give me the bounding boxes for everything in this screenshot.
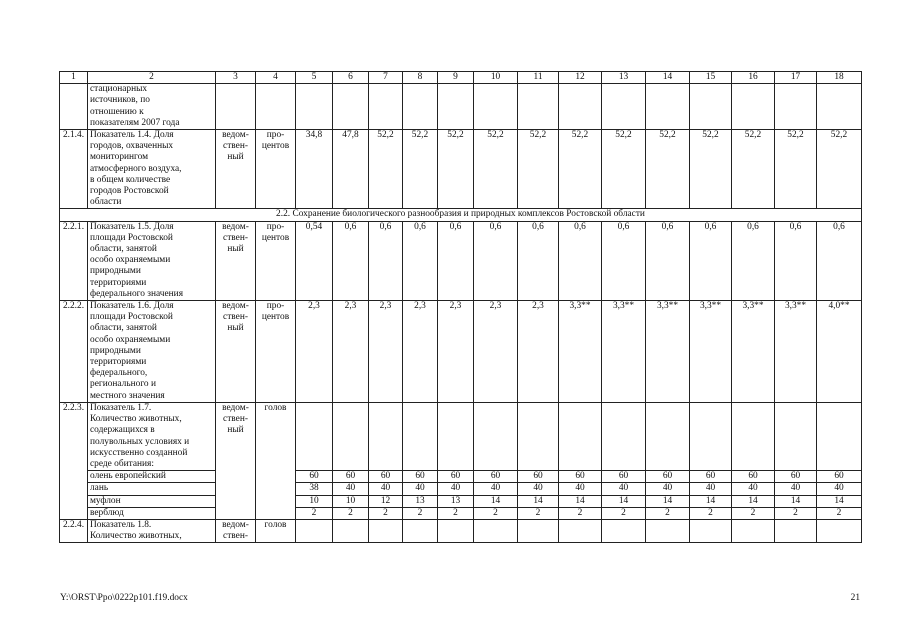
value-cell: 3,3** <box>646 301 690 403</box>
value-cell: 40 <box>518 483 559 495</box>
row-number <box>60 84 88 130</box>
value-cell: 40 <box>817 483 862 495</box>
text-line: особо охраняемыми <box>90 334 171 345</box>
value-cell: 52,2 <box>438 130 474 209</box>
value-cell: 2 <box>296 507 333 519</box>
value-cell: 40 <box>775 483 817 495</box>
text-line: федерального значения <box>90 288 184 299</box>
data-source <box>216 221 256 300</box>
value-cell: 14 <box>646 495 690 507</box>
value-cell: 2,3 <box>296 301 333 403</box>
row-number: 2.2.3. <box>60 402 88 519</box>
value-cell <box>775 84 817 130</box>
row-number: 2.2.2. <box>60 301 88 403</box>
text-line: в общем количестве <box>90 174 171 185</box>
value-cell: 3,3** <box>732 301 775 403</box>
unit-of-measure <box>256 402 296 519</box>
value-cell: 10 <box>333 495 369 507</box>
value-cell: 14 <box>559 495 602 507</box>
value-cell: 14 <box>474 495 518 507</box>
value-cell: 10 <box>296 495 333 507</box>
indicator-name <box>88 402 216 470</box>
text-line: ствен- <box>223 312 248 323</box>
value-cell: 13 <box>438 495 474 507</box>
text-line: области, занятой <box>90 323 157 334</box>
value-cell: 14 <box>817 495 862 507</box>
value-cell: 2 <box>518 507 559 519</box>
value-cell: 52,2 <box>403 130 438 209</box>
section-title: 2.2. Сохранение биологического разнообразия и природных комплексов Ростовской области <box>60 209 862 221</box>
value-cell <box>296 84 333 130</box>
value-cell: 2,3 <box>474 301 518 403</box>
value-cell: 2 <box>369 507 403 519</box>
value-cell: 52,2 <box>775 130 817 209</box>
column-number: 3 <box>216 72 256 84</box>
text-line: полувольных условиях и <box>90 436 190 447</box>
header-row <box>60 72 862 84</box>
value-cell: 0,6 <box>559 221 602 300</box>
animal-row <box>60 495 862 507</box>
indicator-row <box>60 221 862 300</box>
text-line: мониторингом <box>90 152 149 163</box>
value-cell: 52,2 <box>518 130 559 209</box>
unit-of-measure <box>256 130 296 209</box>
indicator-row <box>60 84 862 130</box>
value-cell: 2 <box>403 507 438 519</box>
value-cell <box>333 519 369 542</box>
text-line: федерального, <box>90 368 148 379</box>
column-number: 17 <box>775 72 817 84</box>
column-number: 2 <box>88 72 216 84</box>
value-cell <box>602 84 646 130</box>
text-line: атмосферного воздуха, <box>90 163 182 174</box>
column-number: 9 <box>438 72 474 84</box>
value-cell: 40 <box>602 483 646 495</box>
value-cell: 0,6 <box>732 221 775 300</box>
section-row <box>60 209 862 221</box>
value-cell: 0,6 <box>646 221 690 300</box>
text-line: голов <box>264 519 287 530</box>
column-number: 6 <box>333 72 369 84</box>
text-line: особо охраняемыми <box>90 255 171 266</box>
column-number: 8 <box>403 72 438 84</box>
indicator-table <box>59 71 862 543</box>
value-cell: 52,2 <box>602 130 646 209</box>
animal-row <box>60 471 862 483</box>
value-cell <box>690 84 732 130</box>
value-cell <box>333 402 369 470</box>
value-cell: 47,8 <box>333 130 369 209</box>
text-line: ведом- <box>222 221 249 232</box>
text-line: источников, по <box>90 95 150 106</box>
value-cell <box>559 402 602 470</box>
value-cell: 13 <box>403 495 438 507</box>
value-cell: 2 <box>602 507 646 519</box>
value-cell: 60 <box>732 471 775 483</box>
text-line: ный <box>227 152 244 163</box>
value-cell: 40 <box>646 483 690 495</box>
column-number: 12 <box>559 72 602 84</box>
value-cell: 2 <box>438 507 474 519</box>
text-line: Количество животных, <box>90 531 182 542</box>
text-line: Показатель 1.7. <box>90 402 152 413</box>
text-line: природными <box>90 345 141 356</box>
column-number: 10 <box>474 72 518 84</box>
value-cell: 40 <box>732 483 775 495</box>
column-number: 7 <box>369 72 403 84</box>
value-cell <box>732 84 775 130</box>
value-cell: 40 <box>474 483 518 495</box>
value-cell: 2,3 <box>403 301 438 403</box>
row-number: 2.1.4. <box>60 130 88 209</box>
value-cell <box>369 519 403 542</box>
value-cell: 14 <box>775 495 817 507</box>
text-line: среде обитания: <box>90 458 154 469</box>
animal-name: лань <box>88 483 216 495</box>
value-cell <box>559 519 602 542</box>
value-cell: 52,2 <box>646 130 690 209</box>
value-cell: 2,3 <box>438 301 474 403</box>
value-cell <box>690 402 732 470</box>
value-cell <box>518 84 559 130</box>
value-cell: 2 <box>559 507 602 519</box>
value-cell: 0,6 <box>333 221 369 300</box>
value-cell: 14 <box>690 495 732 507</box>
value-cell <box>333 84 369 130</box>
value-cell: 0,6 <box>602 221 646 300</box>
column-number: 15 <box>690 72 732 84</box>
value-cell <box>602 519 646 542</box>
value-cell: 2 <box>333 507 369 519</box>
value-cell <box>474 84 518 130</box>
value-cell: 0,6 <box>817 221 862 300</box>
text-line: ствен- <box>223 232 248 243</box>
value-cell <box>817 84 862 130</box>
value-cell <box>403 519 438 542</box>
animal-row <box>60 483 862 495</box>
value-cell <box>438 402 474 470</box>
value-cell: 52,2 <box>690 130 732 209</box>
value-cell: 60 <box>403 471 438 483</box>
text-line: территориями <box>90 277 147 288</box>
value-cell <box>732 402 775 470</box>
text-line: про- <box>266 130 285 141</box>
value-cell <box>775 519 817 542</box>
value-cell: 40 <box>690 483 732 495</box>
text-line: про- <box>266 221 285 232</box>
column-number: 14 <box>646 72 690 84</box>
unit-of-measure <box>256 301 296 403</box>
text-line: области <box>90 197 122 208</box>
value-cell: 14 <box>732 495 775 507</box>
value-cell: 60 <box>817 471 862 483</box>
value-cell: 60 <box>518 471 559 483</box>
value-cell: 0,6 <box>474 221 518 300</box>
value-cell <box>817 519 862 542</box>
text-line: Количество животных, <box>90 414 182 425</box>
value-cell: 52,2 <box>369 130 403 209</box>
text-line: Показатель 1.8. <box>90 519 152 530</box>
text-line: центов <box>261 141 290 152</box>
value-cell: 40 <box>403 483 438 495</box>
value-cell: 60 <box>690 471 732 483</box>
text-line: центов <box>261 232 290 243</box>
value-cell: 52,2 <box>817 130 862 209</box>
value-cell <box>518 402 559 470</box>
text-line: ный <box>227 323 244 334</box>
animal-name: муфлон <box>88 495 216 507</box>
text-line: площади Ростовской <box>90 312 173 323</box>
value-cell <box>690 519 732 542</box>
value-cell: 4,0** <box>817 301 862 403</box>
text-line: городов Ростовской <box>90 186 169 197</box>
value-cell <box>474 402 518 470</box>
text-line: области, занятой <box>90 244 157 255</box>
text-line: Показатель 1.6. Доля <box>90 301 174 312</box>
text-line: центов <box>261 312 290 323</box>
value-cell: 0,6 <box>690 221 732 300</box>
text-line: площади Ростовской <box>90 232 173 243</box>
value-cell: 0,6 <box>518 221 559 300</box>
value-cell <box>559 84 602 130</box>
data-source <box>216 84 256 130</box>
value-cell: 2 <box>775 507 817 519</box>
value-cell <box>646 519 690 542</box>
column-number: 11 <box>518 72 559 84</box>
indicator-name <box>88 519 216 542</box>
value-cell: 3,3** <box>602 301 646 403</box>
text-line: показателям 2007 года <box>90 117 180 128</box>
value-cell: 3,3** <box>690 301 732 403</box>
value-cell: 2 <box>474 507 518 519</box>
value-cell: 38 <box>296 483 333 495</box>
value-cell: 2 <box>732 507 775 519</box>
column-number: 13 <box>602 72 646 84</box>
value-cell: 2,3 <box>518 301 559 403</box>
animal-name: верблюд <box>88 507 216 519</box>
page-number: 21 <box>850 593 860 603</box>
table-body <box>60 72 862 543</box>
value-cell: 3,3** <box>559 301 602 403</box>
column-number: 16 <box>732 72 775 84</box>
text-line: отношению к <box>90 106 144 117</box>
value-cell: 60 <box>775 471 817 483</box>
text-line: Показатель 1.4. Доля <box>90 130 174 141</box>
unit-of-measure <box>256 84 296 130</box>
value-cell: 2,3 <box>333 301 369 403</box>
value-cell: 2 <box>646 507 690 519</box>
value-cell: 0,6 <box>775 221 817 300</box>
text-line: природными <box>90 266 141 277</box>
value-cell: 0,6 <box>403 221 438 300</box>
indicator-row <box>60 402 862 470</box>
value-cell <box>518 519 559 542</box>
value-cell: 60 <box>602 471 646 483</box>
value-cell <box>646 84 690 130</box>
file-path: Y:\ORST\Ppo\0222p101.f19.docx <box>60 593 188 603</box>
value-cell: 2,3 <box>369 301 403 403</box>
value-cell <box>602 402 646 470</box>
text-line: местного значения <box>90 390 165 401</box>
value-cell: 52,2 <box>732 130 775 209</box>
text-line: голов <box>264 402 287 413</box>
text-line: ведом- <box>222 130 249 141</box>
value-cell: 2 <box>690 507 732 519</box>
text-line: ствен- <box>223 141 248 152</box>
value-cell <box>369 84 403 130</box>
value-cell <box>403 402 438 470</box>
value-cell: 60 <box>559 471 602 483</box>
value-cell: 0,54 <box>296 221 333 300</box>
value-cell: 60 <box>333 471 369 483</box>
value-cell: 2 <box>817 507 862 519</box>
value-cell: 60 <box>646 471 690 483</box>
value-cell: 60 <box>296 471 333 483</box>
data-source <box>216 301 256 403</box>
column-number: 1 <box>60 72 88 84</box>
indicator-row <box>60 130 862 209</box>
text-line: про- <box>266 301 285 312</box>
value-cell <box>296 519 333 542</box>
value-cell: 40 <box>369 483 403 495</box>
indicator-row <box>60 301 862 403</box>
text-line: ведом- <box>222 402 249 413</box>
data-source <box>216 519 256 542</box>
indicator-row <box>60 519 862 542</box>
unit-of-measure <box>256 519 296 542</box>
text-line: ный <box>227 244 244 255</box>
value-cell <box>296 402 333 470</box>
value-cell: 52,2 <box>559 130 602 209</box>
value-cell <box>775 402 817 470</box>
value-cell <box>438 519 474 542</box>
data-source <box>216 402 256 519</box>
text-line: Показатель 1.5. Доля <box>90 221 174 232</box>
value-cell <box>438 84 474 130</box>
value-cell <box>817 402 862 470</box>
value-cell: 60 <box>438 471 474 483</box>
value-cell: 60 <box>369 471 403 483</box>
animal-row <box>60 507 862 519</box>
value-cell: 60 <box>474 471 518 483</box>
value-cell <box>369 402 403 470</box>
value-cell: 0,6 <box>369 221 403 300</box>
value-cell <box>403 84 438 130</box>
text-line: городов, охваченных <box>90 141 174 152</box>
value-cell <box>646 402 690 470</box>
column-number: 4 <box>256 72 296 84</box>
value-cell <box>474 519 518 542</box>
value-cell: 40 <box>333 483 369 495</box>
data-source <box>216 130 256 209</box>
indicator-name <box>88 130 216 209</box>
text-line: ный <box>227 425 244 436</box>
column-number: 5 <box>296 72 333 84</box>
text-line: ствен- <box>223 531 248 542</box>
text-line: искусственно созданной <box>90 447 188 458</box>
indicator-name <box>88 221 216 300</box>
value-cell: 14 <box>518 495 559 507</box>
value-cell: 52,2 <box>474 130 518 209</box>
indicator-name <box>88 84 216 130</box>
row-number: 2.2.1. <box>60 221 88 300</box>
text-line: содержащихся в <box>90 425 155 436</box>
value-cell: 34,8 <box>296 130 333 209</box>
indicator-name <box>88 301 216 403</box>
text-line: ведом- <box>222 301 249 312</box>
text-line: ствен- <box>223 414 248 425</box>
row-number: 2.2.4. <box>60 519 88 542</box>
text-line: ведом- <box>222 519 249 530</box>
unit-of-measure <box>256 221 296 300</box>
text-line: стационарных <box>90 84 148 95</box>
animal-name: олень европейский <box>88 471 216 483</box>
column-number: 18 <box>817 72 862 84</box>
text-line: территориями <box>90 357 147 368</box>
value-cell: 40 <box>438 483 474 495</box>
value-cell: 3,3** <box>775 301 817 403</box>
value-cell: 0,6 <box>438 221 474 300</box>
value-cell: 12 <box>369 495 403 507</box>
text-line: регионального и <box>90 379 156 390</box>
value-cell: 14 <box>602 495 646 507</box>
value-cell <box>732 519 775 542</box>
value-cell: 40 <box>559 483 602 495</box>
